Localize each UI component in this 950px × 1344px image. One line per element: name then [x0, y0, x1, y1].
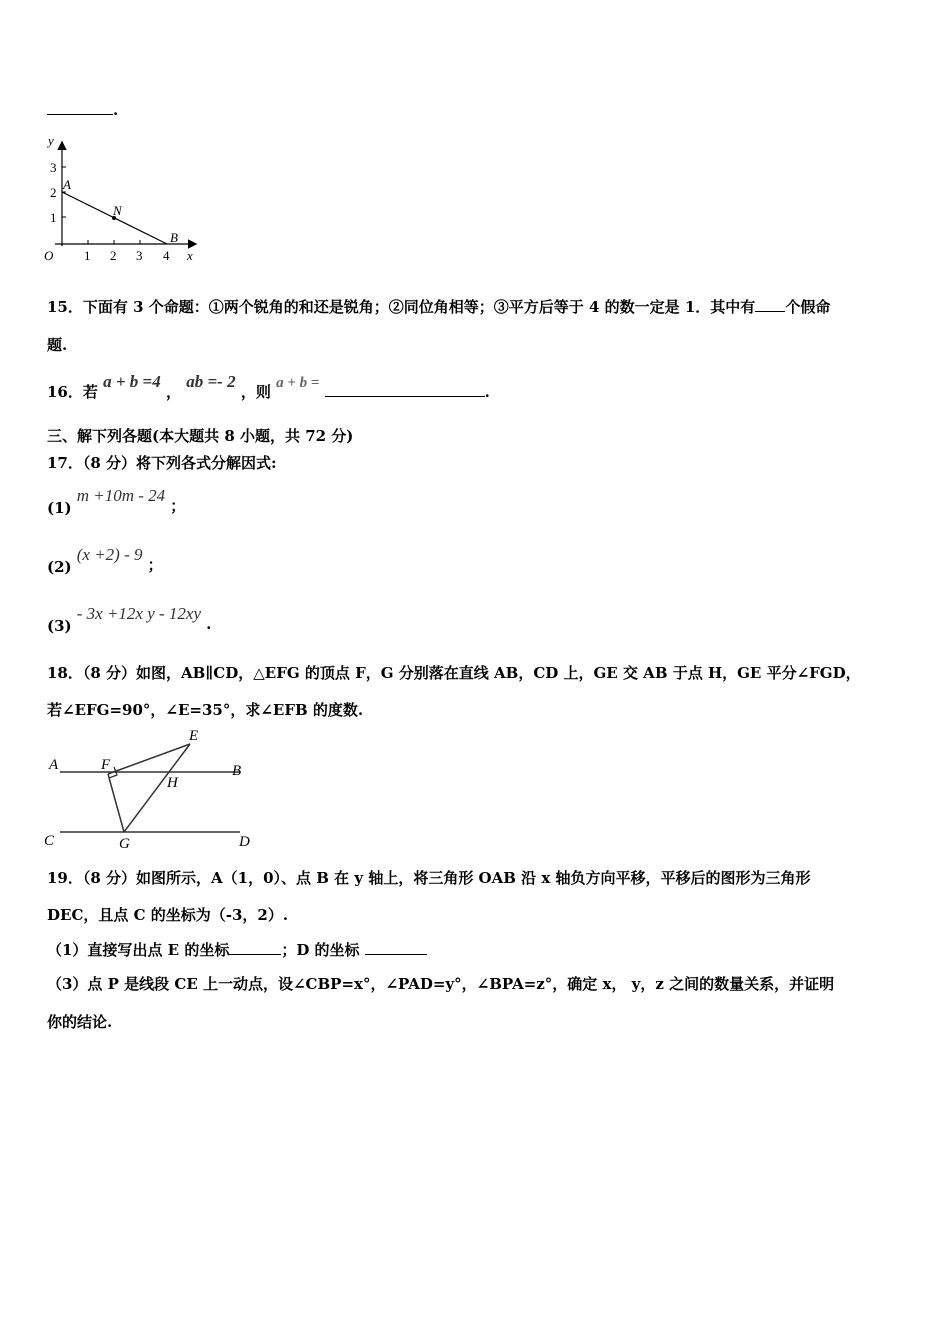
label-b: B	[170, 230, 178, 245]
q17-expr3: - 3x +12x y - 12xy	[76, 604, 202, 623]
y-axis-label: y	[48, 133, 54, 148]
y-tick-1: 1	[50, 210, 57, 225]
label-a: A	[63, 177, 71, 192]
segment-fg	[108, 774, 124, 832]
x-axis-label: x	[187, 248, 193, 263]
y-tick-2: 2	[50, 185, 57, 200]
fig18-label-f: F	[101, 757, 111, 773]
q15-line1: 15．下面有 3 个命题：①两个锐角的和还是锐角；②同位角相等；③平方后等于 4 的数一定是 1．其中有 个假命	[47, 298, 831, 316]
fig18-label-h: H	[167, 775, 178, 791]
segment-fe	[108, 744, 190, 774]
q19-line2: DEC，且点 C 的坐标为（-3，2）.	[47, 906, 289, 924]
fig18-label-c: C	[44, 833, 55, 849]
answer-blank-top	[47, 100, 118, 119]
q19-line1: 19．（8 分）如图所示，A（1，0）、点 B 在 y 轴上，将三角形 OAB 沿 x 轴负方向平移，平移后的图形为三角形	[47, 869, 811, 887]
q16-line: 16．若 a + b =4 ， ab =- 2 ，则 a + b = .	[47, 372, 490, 401]
x-tick-2: 2	[110, 248, 117, 263]
q18-line2: 若∠EFG=90°，∠E=35°，求∠EFB 的度数.	[47, 701, 364, 719]
x-tick-4: 4	[163, 248, 170, 263]
segment-ge	[124, 744, 190, 832]
fig18-label-e: E	[189, 728, 199, 744]
q19-part3-line1: （3）点 P 是线段 CE 上一动点，设∠CBP=x°，∠PAD=y°，∠BPA=z°，确定 x， y，z 之间的数量关系，并证明	[47, 975, 835, 993]
origin-label: O	[44, 248, 54, 263]
x-tick-1: 1	[84, 248, 91, 263]
fig18-label-g: G	[119, 836, 130, 852]
q17-title: 17．（8 分）将下列各式分解因式:	[47, 454, 277, 472]
q17-part2: (2) (x +2) - 9 ；	[47, 545, 163, 576]
fig18-label-b: B	[232, 763, 242, 779]
q18-line1: 18．（8 分）如图，AB∥CD，△EFG 的顶点 F，G 分别落在直线 AB，CD 上，GE 交 AB 于点 H，GE 平分∠FGD，	[47, 664, 861, 682]
q17-part3: (3) - 3x +12x y - 12xy .	[47, 604, 212, 635]
top-tail: .	[113, 101, 119, 119]
q15-line2: 题.	[47, 336, 68, 354]
coordinate-graph	[40, 133, 210, 268]
y-tick-3: 3	[50, 160, 57, 175]
q19-part1: （1）直接写出点 E 的坐标 ；D 的坐标	[47, 939, 427, 960]
fig18-label-d: D	[239, 834, 250, 850]
q16-expr1: a + b =4	[103, 372, 161, 391]
fig18-label-a: A	[49, 757, 59, 773]
q17-part1: (1) m +10m - 24 ；	[47, 486, 186, 517]
q19-part3-line2: 你的结论.	[47, 1013, 113, 1031]
q16-expr3: a + b =	[276, 375, 320, 391]
q17-expr2: (x +2) - 9	[76, 545, 143, 564]
x-tick-3: 3	[136, 248, 143, 263]
q17-expr1: m +10m - 24	[76, 486, 166, 505]
label-n: N	[113, 203, 122, 218]
section3-title: 三、解下列各题(本大题共 8 小题，共 72 分)	[47, 427, 354, 445]
parallel-lines-figure	[40, 722, 260, 852]
q16-expr2: ab =- 2	[186, 372, 236, 391]
